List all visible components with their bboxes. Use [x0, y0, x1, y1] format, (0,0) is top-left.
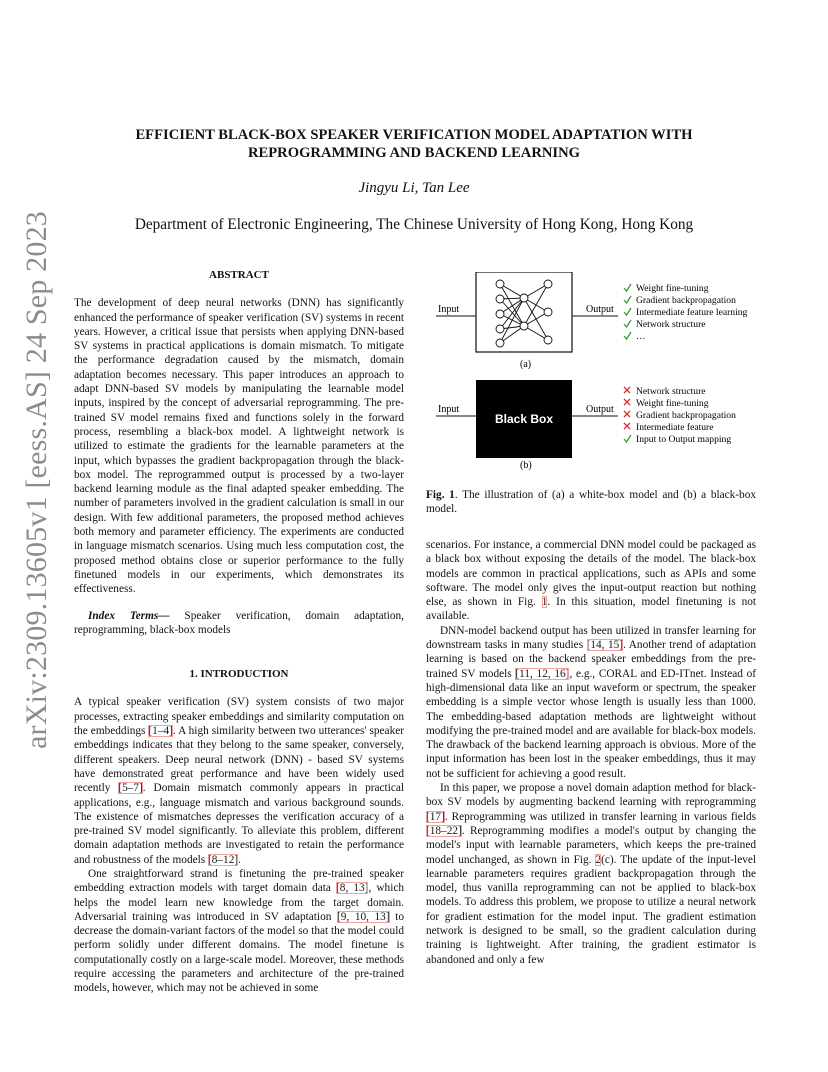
citation-link[interactable]: [17] [426, 810, 445, 823]
right-p2-text-c: , e.g., CORAL and ED-ITnet. Instead of high-dimensional data like an input waveform or spectrum, the speaker embedding is a simple vector whose length is usually less than 1000. The embedding-based adaptation methods are lightweight without modifying the pre-trained model and are available for black-box models. The drawback of the backend learning approach is obvious. More of the input information has been lost in the speaker embeddings, thus it may not be sufficient for achieving a good result. [426, 667, 756, 780]
citation-link[interactable]: [1–4] [148, 725, 173, 738]
arxiv-stamp [20, 211, 53, 749]
figure-list-item: Gradient backpropagation [636, 410, 736, 421]
right-paragraph-3 [426, 781, 756, 967]
sub-label-a: (a) [520, 359, 532, 370]
cross-icon [624, 399, 630, 405]
figure-list-item: … [636, 331, 646, 342]
figure-1-caption [426, 488, 756, 517]
figure-list-item: Weight fine-tuning [636, 283, 709, 294]
abstract-heading: ABSTRACT [209, 269, 269, 281]
citation-link[interactable]: [8–12] [207, 853, 239, 866]
figure-link[interactable]: 2 [595, 853, 602, 866]
check-icon [624, 308, 631, 315]
intro-paragraph-1 [74, 695, 404, 867]
intro-p2-text-b: , which helps the model learn new knowledge from the target domain. Adversarial training was introduced in SV adaptation [74, 882, 404, 923]
citation-link[interactable]: [11, 12, 16] [515, 667, 570, 680]
intro-p2-text-a: One straightforward strand is finetuning the pre-trained speaker embedding extraction models with target domain data [74, 867, 404, 895]
intro-p2-text-c: to decrease the domain-variant factors of the model so that the model could perform solidly under different domains. The model finetune is computationally costly on a large-scale model. Moreover, these methods require accessing the parameters and architecture of the pre-trained models, however, which may not be achieved in some [74, 910, 404, 995]
right-p2-text-a: DNN-model backend output has been utilized in transfer learning for downstream tasks in many studies [426, 624, 756, 652]
index-terms-text: Speaker verification, domain adaptation, reprogramming, black-box models [74, 609, 404, 636]
intro-p1-text-c: . Domain mismatch commonly appears in practical applications, e.g., language mismatch and various background sounds. The existence of mismatches depresses the verification accuracy of a pre-trained SV model significantly. To alleviate this problem, different domain adaptation methods are investigated to retain the performance and robustness of the models [74, 782, 405, 866]
figure-list-item: Input to Output mapping [636, 434, 732, 445]
right-p3-text-c: . Reprogramming modifies a model's output by changing the model's input with learnable parameters, which keeps the pre-trained model unchanged, as shown in Fig. [426, 824, 756, 866]
paper-authors: Jingyu Li, Tan Lee [358, 180, 470, 196]
cross-icon [624, 387, 630, 393]
right-column [426, 538, 756, 967]
check-icon [624, 435, 631, 442]
black-box-list [624, 386, 736, 445]
cross-icon [624, 423, 630, 429]
right-p2-text-b: . Another trend of adaptation learning is based on the backend speaker embeddings from the pre-trained SV models [426, 639, 756, 680]
abstract-text: The development of deep neural networks (DNN) has significantly enhanced the performance of speaker verification (SV) systems in recent years. However, a critical issue that persists when applying DNN-based SV systems in practical applications is domain mismatch. To mitigate the performance degradation caused by the mismatch, domain adaptation becomes necessary. This paper introduces an approach to adapt DNN-based SV models by manipulating the learnable model inputs, inspired by the concept of adversarial reprogramming. The pre-trained SV model remains fixed and functions solely in the forward process, resembling a black-box model. A lightweight network is utilized to estimate the gradients for the learnable parameters at the input, which bypasses the gradient backpropagation through the black-box model. The reprogrammed output is processed by a two-layer backend learning module as the final adapted speaker embedding. The number of parameters involved in the gradient calculation is small in our design. With few additional parameters, the proposed method achieves both memory and parameter efficiency. The experiments are conducted in language mismatch scenarios. Using much less computation cost, the proposed method obtains close or superior performance to the fully finetuned models in our experiments, which demonstrates its effectiveness. [74, 297, 404, 596]
right-p1-text-b: . In this situation, model finetuning is not available. [426, 596, 757, 623]
paper-title: EFFICIENT BLACK-BOX SPEAKER VERIFICATION MODEL ADAPTATION WITH REPROGRAMMING AND BACKEND LEARNING [135, 127, 693, 161]
right-p3-text-a: In this paper, we propose a novel domain adaption method for black-box SV models by augmenting backend learning with reprogramming [426, 782, 756, 809]
check-icon [624, 284, 631, 291]
check-icon [624, 296, 631, 303]
figure-list-item: Network structure [636, 319, 706, 330]
index-terms [74, 609, 404, 638]
left-column [74, 268, 404, 996]
intro-p1-text-a: A typical speaker verification (SV) system consists of two major processes, extracting speaker embeddings and similarity computation on the embeddings [74, 696, 404, 738]
right-p3-text-d: (c). The update of the input-level learnable parameters requires gradient backpropagation through the model, thus vanilla reprogramming can not be applied to black-box models. To address this problem, we propose to utilize a neural network for gradient estimation for the model input. The gradient estimation network is designed to be small, so the gradient calculation during training is lightweight. After training, the gradient estimator is abandoned and only a few [426, 853, 757, 966]
neural-network-lines [500, 284, 548, 343]
sub-label-b: (b) [520, 460, 532, 471]
citation-link[interactable]: [5–7] [118, 782, 143, 795]
check-icon [624, 320, 631, 327]
right-paragraph-1 [426, 538, 756, 624]
figure-list-item: Gradient backpropagation [636, 295, 736, 306]
figure-list-item: Intermediate feature learning [636, 307, 748, 318]
arxiv-stamp-text: arXiv:2309.13605v1 [eess.AS] 24 Sep 2023 [20, 211, 53, 749]
intro-p1-text-b: . A high similarity between two utterances' speaker embeddings indicates that they belong to the same speaker, conversely, different speakers. Deep neural network (DNN) - based SV systems have demonstrated great performance and have been widely used recently [74, 725, 404, 795]
right-paragraph-2 [426, 624, 756, 781]
right-p1-text-a: scenarios. For instance, a commercial DNN model could be packaged as a black box without exposing the details of the model. The black-box models are common in practical applications, such as APIs and some software. The model only gives the input-output reaction but nothing else, as shown in Fig. [426, 539, 756, 609]
cross-icon [624, 411, 630, 417]
citation-link[interactable]: [14, 15] [586, 639, 624, 652]
figure-1 [426, 272, 766, 477]
input-label-a: Input [438, 304, 460, 315]
intro-p1-text-d: . [238, 853, 241, 866]
white-box-list [624, 283, 748, 342]
black-box-label: Black Box [494, 412, 554, 426]
citation-link[interactable]: [18–22] [426, 824, 462, 837]
right-p3-text-b: . Reprogramming was utilized in transfer learning in various fields [444, 810, 756, 823]
intro-paragraph-2 [74, 867, 404, 996]
figure-list-item: Weight fine-tuning [636, 398, 709, 409]
intro-heading: 1. INTRODUCTION [189, 668, 289, 681]
figure-list-item: Network structure [636, 386, 706, 397]
input-label-b: Input [438, 404, 460, 415]
output-label-a: Output [586, 304, 614, 315]
citation-link[interactable]: [9, 10, 13] [336, 910, 390, 923]
caption-text: . The illustration of (a) a white-box model and (b) a black-box model. [426, 489, 756, 516]
output-label-b: Output [586, 404, 614, 415]
index-terms-label: Index Terms— [88, 609, 170, 622]
check-icon [624, 332, 631, 339]
white-box-frame [476, 272, 572, 352]
paper-affiliation: Department of Electronic Engineering, The Chinese University of Hong Kong, Hong Kong [134, 216, 694, 233]
figure-link[interactable]: 1 [541, 596, 548, 609]
caption-label: Fig. 1 [426, 489, 455, 501]
citation-link[interactable]: [8, 13] [336, 882, 369, 895]
figure-list-item: Intermediate feature [636, 422, 714, 433]
